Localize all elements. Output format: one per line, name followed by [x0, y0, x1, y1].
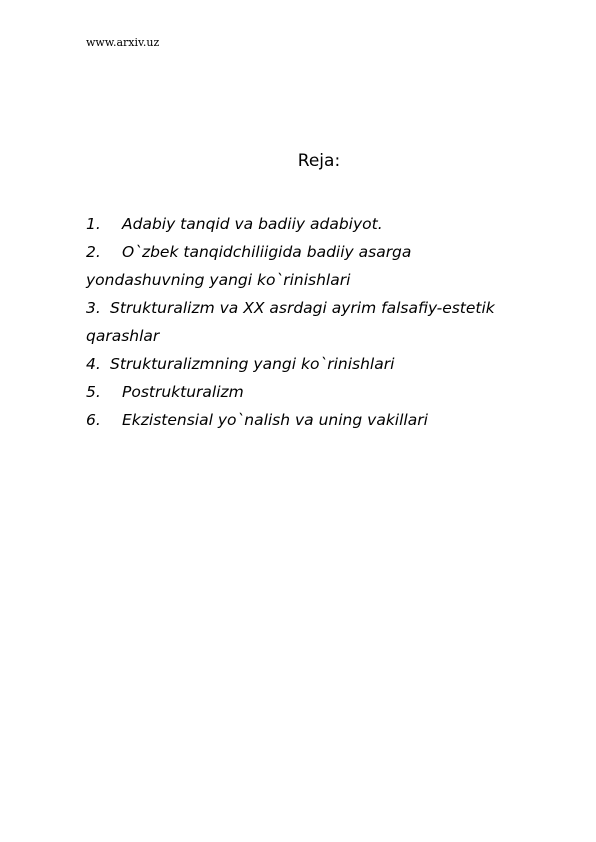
plan-item-text-continued: qarashlar [86, 327, 160, 345]
plan-item-number: 5. [86, 383, 101, 401]
plan-item-number: 6. [86, 411, 101, 429]
plan-item-text: Strukturalizm va XX asrdagi ayrim falsafiy-estetik [110, 299, 495, 317]
plan-item-number: 2. [86, 243, 101, 261]
plan-item-text: Strukturalizmning yangi ko`rinishlari [110, 355, 395, 373]
plan-list [86, 210, 526, 434]
plan-item-text: Ekzistensial yo`nalish va uning vakillari [122, 411, 428, 429]
plan-item-text: Adabiy tanqid va badiiy adabiyot. [122, 215, 383, 233]
plan-item-6 [86, 406, 526, 434]
plan-item-5 [86, 378, 526, 406]
plan-item-text-continued: yondashuvning yangi ko`rinishlari [86, 271, 351, 289]
plan-item-2 [86, 238, 526, 294]
plan-item-3 [86, 294, 526, 350]
page-header-site: www.arxiv.uz [86, 36, 160, 49]
plan-item-number: 3. [86, 299, 101, 317]
plan-item-1 [86, 210, 526, 238]
plan-item-text: Postrukturalizm [122, 383, 244, 401]
plan-item-4 [86, 350, 526, 378]
plan-item-text: O`zbek tanqidchiliigida badiiy asarga [122, 243, 412, 261]
plan-item-number: 4. [86, 355, 101, 373]
plan-item-number: 1. [86, 215, 101, 233]
page-title: Reja: [297, 151, 341, 171]
